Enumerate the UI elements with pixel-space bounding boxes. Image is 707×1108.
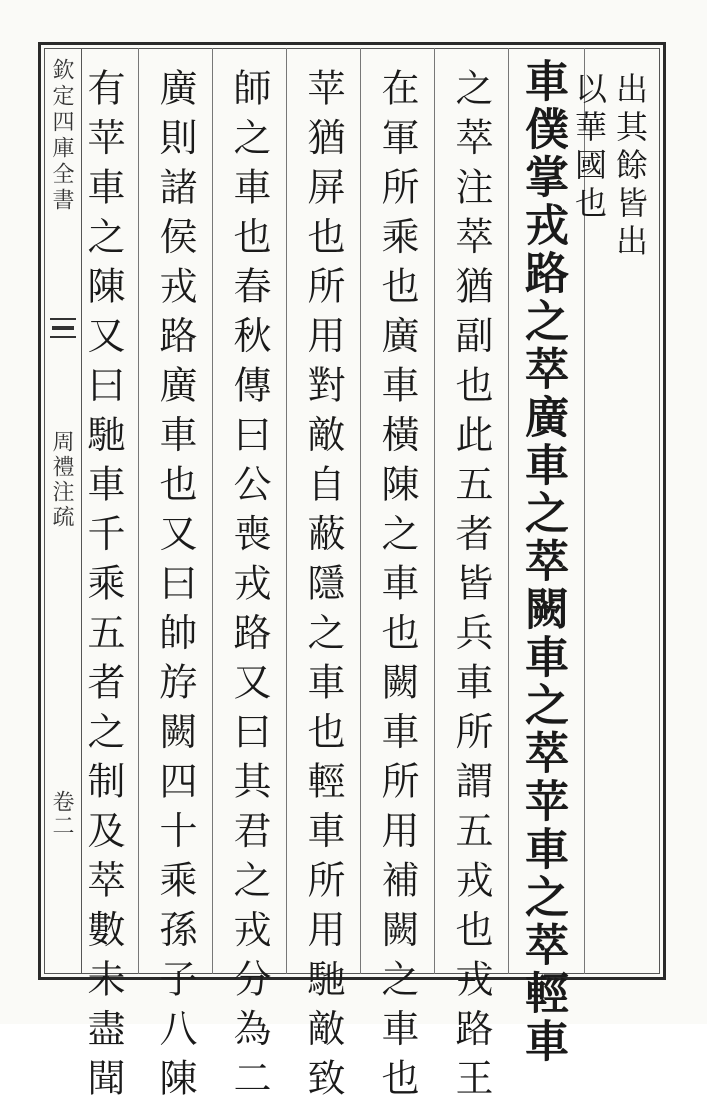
- note-column-1: 出其餘皆出: [611, 72, 649, 262]
- body-column-2: 在軍所乘也廣車橫陳之車也闕車所用補闕之車也: [375, 68, 419, 1108]
- body-column-4: 師之車也春秋傳曰公喪戎路又曰其君之戎分為二: [227, 68, 271, 1108]
- column-rule: [138, 48, 139, 974]
- column-rule: [434, 48, 435, 974]
- margin-page-number: 卷二: [49, 790, 74, 838]
- margin-book-title: 欽定四庫全書: [49, 58, 74, 214]
- column-rule: [360, 48, 361, 974]
- column-rule: [286, 48, 287, 974]
- body-column-1: 之萃注萃猶副也此五者皆兵車所謂五戎也戎路王: [449, 68, 493, 1108]
- column-rule: [508, 48, 509, 974]
- note-column-2: 以華國也: [570, 72, 608, 224]
- body-column-3: 苹猶屏也所用對敵自蔽隱之車也輕車所用馳敵致: [301, 68, 345, 1108]
- main-text-column: 車僕掌戎路之萃廣車之萃闕車之萃苹車之萃輕車: [517, 58, 568, 1066]
- column-rule: [212, 48, 213, 974]
- body-column-5: 廣則諸侯戎路廣車也又曰帥斿闕四十乘孫子八陳: [153, 68, 197, 1108]
- body-column-6: 有苹車之陳又曰馳車千乘五者之制及萃數未盡聞: [81, 68, 125, 1108]
- fish-tail-mark-icon: [50, 318, 76, 338]
- margin-chapter-title: 周禮注疏: [49, 430, 74, 530]
